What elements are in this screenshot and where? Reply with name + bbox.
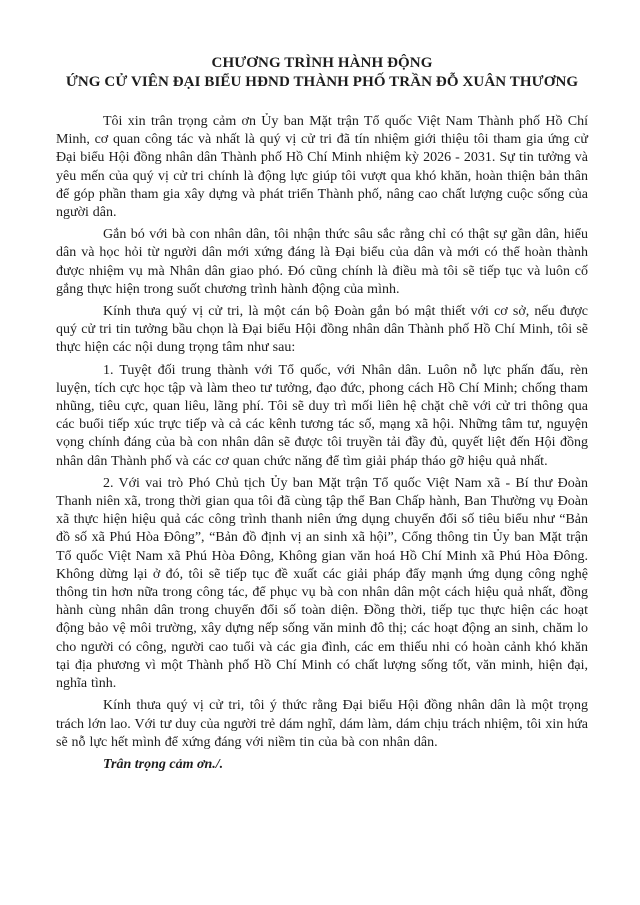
closing-salutation: Trân trọng cảm ơn./. bbox=[103, 756, 224, 772]
paragraph-thanks-intro: Tôi xin trân trọng cảm ơn Ủy ban Mặt trận Tổ quốc Việt Nam Thành phố Hồ Chí Minh, cơ quan công tác và nhất là quý vị cử tri đã tín nhiệm giới thiệu tôi tham gia ứng cử Đại biểu Hội đồng nhân dân Thành phố Hồ Chí Minh nhiệm kỳ 2026 - 2031. Sự tin tưởng và yêu mến của quý vị cử tri chính là động lực giúp tôi vượt qua khó khăn, hoàn thiện bản thân để góp phần tham gia xây dựng và phát triển Thành phố, nâng cao chất lượng cuộc sống của người dân. bbox=[56, 114, 588, 221]
paragraph-item-1-loyalty: 1. Tuyệt đối trung thành với Tổ quốc, với Nhân dân. Luôn nỗ lực phấn đấu, rèn luyện, tích cực học tập và làm theo tư tưởng, đạo đức, phong cách Hồ Chí Minh; chống tham nhũng, tiêu cực, quan liêu, lãng phí. Tôi sẽ duy trì mối liên hệ chặt chẽ với cử tri thông qua các buổi tiếp xúc trực tiếp và cả các kênh tương tác số, mạng xã hội. Những tâm tư, nguyện vọng chính đáng của bà con nhân dân sẽ được tôi truyền tải đầy đủ, quyết liệt đến Hội đồng nhân dân Thành phố và các cơ quan chức năng để tìm giải pháp tháo gỡ hiệu quả nhất. bbox=[56, 362, 588, 469]
title-line-1: CHƯƠNG TRÌNH HÀNH ĐỘNG bbox=[211, 55, 433, 71]
document-title bbox=[56, 54, 588, 92]
title-line-2: ỨNG CỬ VIÊN ĐẠI BIỂU HĐND THÀNH PHỐ TRẦN ĐỖ XUÂN THƯƠNG bbox=[65, 74, 579, 90]
paragraph-item-2-digital-transformation: 2. Với vai trò Phó Chủ tịch Ủy ban Mặt trận Tổ quốc Việt Nam xã - Bí thư Đoàn Thanh niên xã, trong thời gian qua tôi đã cùng tập thể Ban Chấp hành, Ban Thường vụ Đoàn xã thực hiện hiệu quả các công trình thanh niên ứng dụng chuyển đổi số tiêu biểu như “Bản đồ số xã Phú Hòa Đông”, “Bản đồ định vị an sinh xã hội”, Cổng thông tin Ủy ban Mặt trận Tổ quốc Việt Nam xã Phú Hòa Đông, Không gian văn hoá Hồ Chí Minh xã Phú Hòa Đông. Không dừng lại ở đó, tôi sẽ tiếp tục đề xuất các giải pháp đẩy mạnh ứng dụng công nghệ thông tin hơn nữa trong công tác, để phục vụ bà con nhân dân một cách hiệu quả nhất, đồng hành cùng nhân dân trong chuyển đổi số toàn diện. Đồng thời, tiếp tục thực hiện các hoạt động bảo vệ môi trường, xây dựng nếp sống văn minh đô thị; các hoạt động an sinh, chăm lo cho người có công, người cao tuổi và các gia đình, các em thiếu nhi có hoàn cảnh khó khăn tại địa phương vì một Thành phố Hồ Chí Minh có chất lượng sống tốt, văn minh, hiện đại, nghĩa tình. bbox=[56, 475, 588, 692]
paragraph-responsibility-pledge: Kính thưa quý vị cử tri, tôi ý thức rằng Đại biểu Hội đồng nhân dân là một trọng trách lớn lao. Với tư duy của người trẻ dám nghĩ, dám làm, dám chịu trách nhiệm, tôi xin hứa sẽ nỗ lực hết mình để xứng đáng với niềm tin của bà con nhân dân. bbox=[56, 698, 588, 750]
paragraph-commitment-lead-in: Kính thưa quý vị cử tri, là một cán bộ Đoàn gắn bó mật thiết với cơ sở, nếu được quý cử tri tin tưởng bầu chọn là Đại biểu Hội đồng nhân dân Thành phố Hồ Chí Minh, tôi sẽ thực hiện các nội dung trọng tâm như sau: bbox=[56, 304, 588, 356]
paragraph-close-to-people: Gắn bó với bà con nhân dân, tôi nhận thức sâu sắc rằng chỉ có thật sự gần dân, hiểu dân và học hỏi từ người dân mới xứng đáng là Đại biểu của dân và mới có thể hoàn thành được nhiệm vụ mà Nhân dân giao phó. Đó cũng chính là điều mà tôi sẽ tiếp tục và luôn cố gắng thực hiện trong suốt chương trình hành động của mình. bbox=[56, 227, 588, 297]
